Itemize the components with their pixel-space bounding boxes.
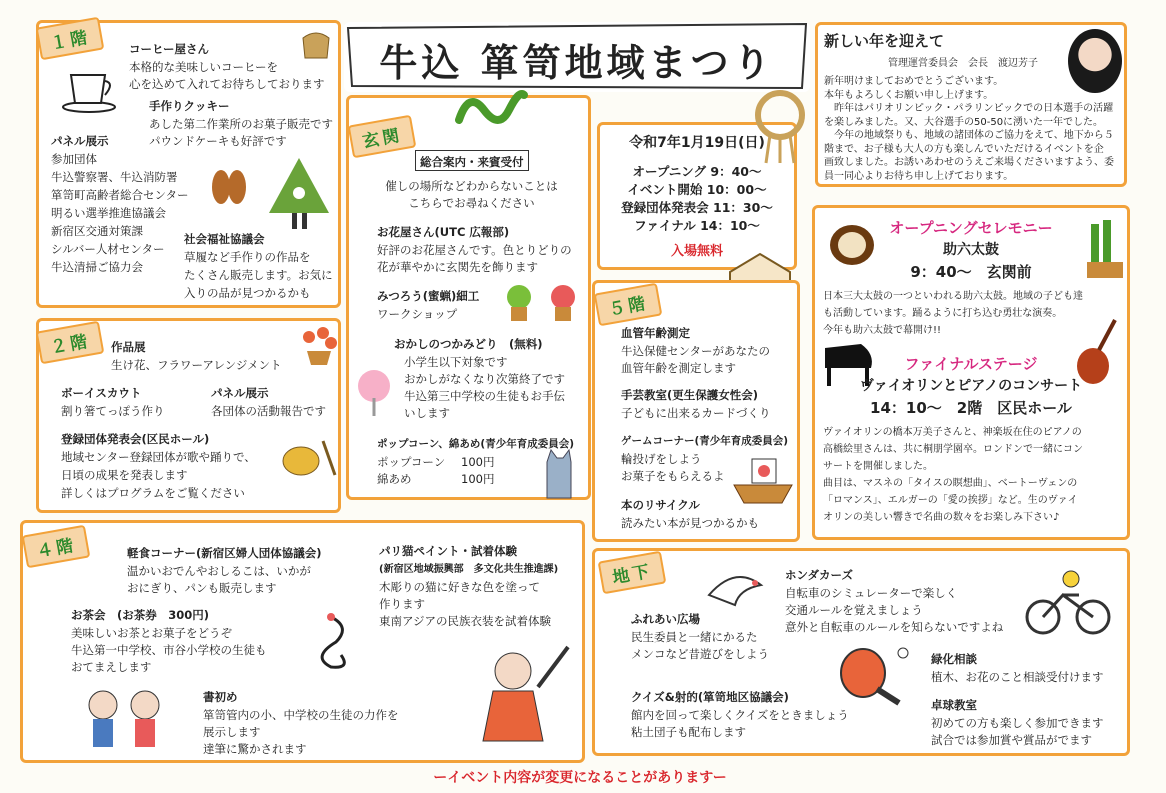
panel2-line: 各団体の活動報告です	[211, 404, 326, 418]
paint-title: パリ猫ペイント・試着体験	[379, 544, 517, 558]
candy-title: おかしのつかみどり (無料)	[394, 337, 543, 351]
event-date: 令和7年1月19日(日)	[629, 135, 765, 151]
calligraphy-snake-icon	[291, 607, 361, 677]
blood-line: 血管年齢を測定します	[621, 361, 736, 375]
opening-line: も活動しています。踊るように打ち込む勇壮な演奏。	[823, 308, 1063, 319]
wax-line: ワークショップ	[377, 307, 458, 321]
game-line: 輪投げをしよう	[621, 452, 702, 466]
food-title: 軽食コーナー(新宿区婦人団体協議会)	[127, 546, 322, 560]
basement-box	[592, 548, 1130, 756]
welfare-title: 社会福祉協議会	[184, 232, 265, 246]
fureai-line: メンコなど昔遊びをしよう	[631, 647, 769, 661]
welfare-line: 草履など手作りの作品を	[184, 250, 311, 264]
panel-line: 箪笥町高齢者総合センター	[51, 188, 189, 202]
kendama-icon	[279, 431, 339, 481]
floor2-label: ２階	[36, 321, 105, 365]
greeting-author: 管理運営委員会 会長 渡辺芳子	[888, 58, 1038, 69]
reception-title: 総合案内・来賓受付	[420, 155, 524, 169]
panel-title: パネル展示	[51, 134, 109, 148]
welfare-line: 入りの品が見つかるかも	[184, 286, 311, 300]
coffee-title: コーヒー屋さん	[129, 42, 210, 56]
quiz-line: 館内を回って楽しくクイズをときましょう	[631, 708, 849, 722]
green-title: 緑化相談	[931, 652, 977, 666]
entrance-label: 玄関	[348, 115, 417, 159]
candy-line: いします	[404, 406, 450, 420]
schedule-line: イベント開始 10：00～	[627, 182, 767, 197]
ceremony-box	[812, 205, 1130, 540]
coffee-line: 本格的な美味しいコーヒーを	[129, 60, 279, 74]
flower-title: お花屋さん(UTC 広報部)	[377, 225, 510, 239]
final-line: ヴァイオリンの橋本万美子さんと、神楽坂在住のピアノの	[823, 427, 1082, 438]
panel-line: 牛込警察署、牛込消防署	[51, 170, 178, 184]
groups-line: 地域センター登録団体が歌や踊りで、	[61, 450, 256, 464]
game-line: お菓子をもらえるよ	[621, 469, 725, 483]
popcorn-item-price: 100円	[461, 455, 495, 469]
candy-line: 牛込第三中学校の生徒もお手伝	[404, 389, 565, 403]
basement-label: 地下	[598, 551, 667, 595]
pingpong-line: 初めての方も楽しく参加できます	[931, 716, 1104, 730]
shimenawa-icon	[750, 85, 810, 165]
opening-line: 日本三大太鼓の一つといわれる助六太鼓。地域の子ども達	[823, 291, 1083, 302]
greeting-lines: 新年明けましておめでとうございます。 本年もよろしくお願い申し上げます。 昨年はパリオリンピック・パラリンピックでの日本選手の活躍 を楽しみました。又、大谷選手の50-50に湧いた一年でした。 今年の地域祭りも、地域の諸団体のご協力をえて、地下から５ 階まで、お子様も大人の方も楽しんでいただけるイベントを企 画致しました。お誘いあわせのうえご来場くださいますよう、委 員一同心よりお待ち申し上げております。	[824, 76, 1114, 182]
final-time: 14：10～ 2階 区民ホール	[870, 399, 1072, 417]
flower-line: 好評のお花屋さんです。色とりどりの	[377, 243, 572, 257]
panel-line: シルバー人材センター	[51, 242, 165, 256]
welfare-line: たくさん販売します。お気に	[184, 268, 333, 282]
flower-pot-icon	[297, 325, 341, 369]
tea-line: おてまえします	[71, 660, 152, 674]
quiz-title: クイズ&射的(箪笥地区協議会)	[631, 690, 789, 704]
groups-line: 日頃の成果を発表します	[61, 468, 188, 482]
zori-sandal-icon	[209, 168, 249, 206]
final-line: 高橋絵里さんは、共に桐朋学園卒。ロンドンで一緒にコン	[823, 444, 1083, 455]
reception-heading	[415, 150, 529, 171]
children-icon	[73, 683, 173, 755]
scout-line: 割り箸てっぽう作り	[61, 404, 165, 418]
pingpong-title: 卓球教室	[931, 698, 977, 712]
floor4-box	[20, 520, 585, 763]
cotton-candy-icon	[352, 368, 396, 418]
quiz-line: 粘土団子も配布します	[631, 725, 746, 739]
cookie-line: パウンドケーキも好評です	[149, 134, 287, 148]
panel-line: 明るい選挙推進協議会	[51, 206, 166, 220]
green-line: 植木、お花のこと相談受付けます	[931, 670, 1104, 684]
panel-line: 新宿区交通対策課	[51, 224, 143, 238]
food-line: 温かいおでんやおしるこは、いかが	[127, 564, 311, 578]
honda-line: 交通ルールを覚えましょう	[785, 603, 923, 617]
bag-icon	[297, 28, 335, 60]
panel2-title: パネル展示	[211, 386, 269, 400]
bicycle-icon	[1023, 565, 1113, 635]
pingpong-line: 試合では参加賞や賞品がでます	[931, 733, 1092, 747]
kid-with-brush-icon	[463, 641, 573, 759]
floor4-label: ４階	[22, 525, 91, 569]
final-sub: ヴァイオリンとピアノのコンサート	[859, 378, 1083, 394]
calligraphy-line: 展示します	[203, 725, 261, 739]
free-admission: 入場無料	[670, 244, 723, 259]
tea-line: 美味しいお茶とお菓子をどうぞ	[71, 626, 232, 640]
coffee-cup-icon	[61, 63, 117, 113]
furoshiki-character-icon	[264, 153, 334, 233]
final-line: 「ロマンス」、エルガーの「愛の挨拶」など。生のヴァイ	[823, 495, 1078, 506]
ikebana-title: 作品展	[111, 340, 146, 354]
floor5-label: ５階	[594, 283, 663, 327]
food-line: おにぎり、パンも販売します	[127, 581, 277, 595]
calligraphy-line: 達筆に驚かされます	[203, 742, 307, 756]
fureai-title: ふれあい広場	[631, 612, 700, 626]
page-title: 牛込 箪笥地域まつり	[379, 41, 775, 85]
wax-title: みつろう(蜜蝋)細工	[377, 289, 480, 303]
popcorn-item-price: 100円	[461, 472, 495, 486]
panel-line: 参加団体	[51, 152, 97, 166]
violin-icon	[1071, 316, 1121, 386]
floor1-label: １階	[36, 17, 105, 61]
calligraphy-line: 箪笥管内の小、中学校の生徒の力作を	[203, 708, 399, 722]
coffee-line: 心を込めて入れてお待ちしております	[129, 77, 325, 91]
snake-icon	[449, 80, 529, 130]
final-line: サートを開催しました。	[823, 461, 933, 472]
paint-sub: (新宿区地域振興部 多文化共生推進課)	[379, 564, 559, 575]
treasure-ship-icon	[730, 451, 796, 506]
popcorn-item-name: ポップコーン	[377, 455, 446, 469]
final-line: オリンの美しい響きで名曲の数々をお楽しみ下さい♪	[823, 512, 1060, 523]
candy-line: おかしがなくなり次第終了です	[404, 372, 565, 386]
recycle-title: 本のリサイクル	[621, 498, 700, 512]
cat-figure-icon	[539, 448, 579, 500]
recycle-line: 読みたい本が見つかるかも	[621, 516, 759, 530]
blood-title: 血管年齢測定	[621, 326, 690, 340]
scout-title: ボーイスカウト	[61, 386, 142, 400]
honda-line: 意外と自転車のルールを知らないですよね	[785, 620, 1004, 634]
title-banner	[344, 22, 810, 92]
ikebana-line: 生け花、フラワーアレンジメント	[111, 358, 282, 372]
greeting-box	[815, 22, 1127, 187]
footer-notice: ーイベント内容が変更になることがありますー	[433, 770, 727, 786]
floor1-box	[36, 20, 341, 308]
reception-line: 催しの場所などわからないことは	[385, 179, 558, 193]
potted-plants-icon	[499, 283, 589, 323]
panel-line: 牛込清掃ご協力会	[51, 260, 143, 274]
craft-line: 子どもに出来るカードづくり	[621, 406, 771, 420]
paint-line: 作ります	[379, 597, 425, 611]
final-line: 曲目は、マスネの「タイスの瞑想曲」、ベートーヴェンの	[823, 478, 1078, 489]
schedule-line: ファイナル 14：10～	[634, 218, 760, 233]
candy-line: 小学生以下対象です	[404, 355, 508, 369]
tea-line: 牛込第一中学校、市谷小学校の生徒も	[71, 643, 267, 657]
schedule-line: 登録団体発表会 11：30～	[621, 200, 773, 215]
crane-icon	[705, 565, 765, 615]
game-title: ゲームコーナー(青少年育成委員会)	[621, 435, 789, 447]
fureai-line: 民生委員と一緒にかるた	[631, 630, 758, 644]
blood-line: 牛込保健センターがあなたの	[621, 344, 771, 358]
flower-line: 花が華やかに玄関先を飾ります	[377, 260, 538, 274]
paint-line: 東南アジアの民族衣装を試着体験	[379, 614, 552, 628]
groups-line: 詳しくはプログラムをご覧ください	[61, 486, 245, 500]
opening-sub: 助六太鼓	[943, 242, 999, 258]
final-title: ファイナルステージ	[904, 355, 1038, 373]
popcorn-item-name: 綿あめ	[377, 472, 412, 486]
cookie-title: 手作りクッキー	[149, 99, 230, 113]
calligraphy-title: 書初め	[203, 690, 238, 704]
opening-line: 今年も助六太鼓で幕開け!!	[823, 325, 942, 336]
opening-time: 9：40～ 玄関前	[910, 263, 1032, 281]
honda-title: ホンダカーズ	[785, 568, 853, 582]
greeting-heading: 新しい年を迎えて	[824, 32, 945, 50]
tea-title: お茶会 (お茶券 300円)	[71, 608, 210, 622]
entrance-box	[346, 95, 591, 500]
honda-line: 自転車のシミュレーターで楽しく	[785, 586, 958, 600]
groups-title: 登録団体発表会(区民ホール)	[61, 432, 210, 446]
pingpong-paddle-icon	[833, 643, 913, 707]
paint-line: 木彫りの猫に好きな色を塗って	[379, 580, 540, 594]
schedule-line: オープニング 9：40～	[632, 164, 762, 179]
cookie-line: あした第二作業所のお菓子販売です	[149, 117, 333, 131]
craft-title: 手芸教室(更生保護女性会)	[621, 388, 759, 402]
reception-line: こちらでお尋ねください	[408, 196, 535, 210]
popcorn-title: ポップコーン、綿あめ(青少年育成委員会)	[377, 438, 575, 450]
opening-title: オープニングセレモニー	[889, 219, 1053, 237]
